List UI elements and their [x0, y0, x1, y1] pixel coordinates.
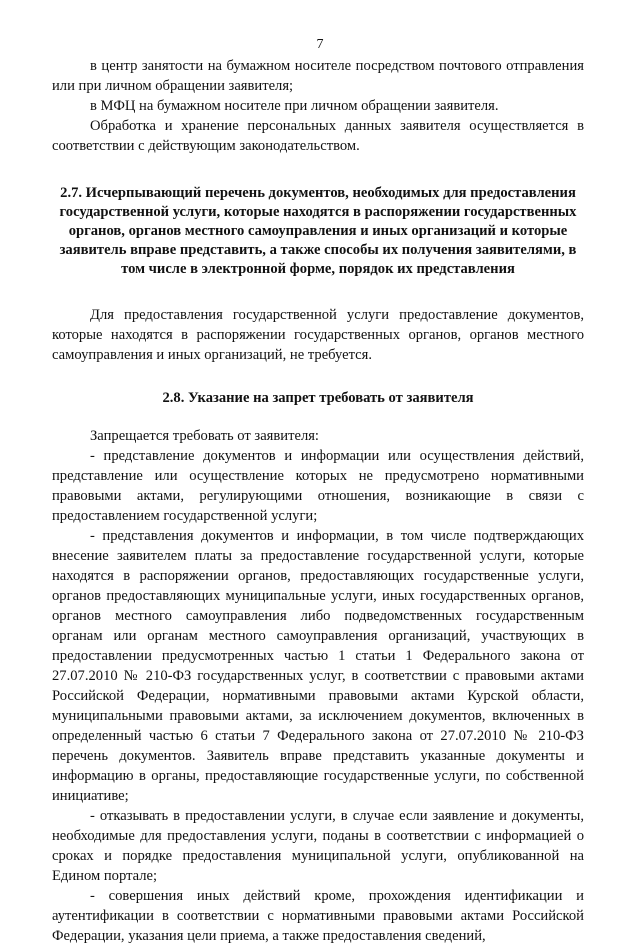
- document-body: [52, 56, 584, 946]
- section-2-8-heading: 2.8. Указание на запрет требовать от заявителя: [162, 390, 474, 406]
- prohibition-item: - представления документов и информации, в том числе подтверждающих внесение заявителем платы за предоставление государственной услуги, которые находятся в распоряжении органов, предоставляющих государственные услуги, органов предоставляющих муниципальные услуги, иных государственных органов, органов местного самоуправления либо подведомственных государственным органам или органам местного самоуправления организаций, участвующих в предоставлении предусмотренных частью 1 статьи 1 Федерального закона от 27.07.2010 № 210-ФЗ государственных услуг, в соответствии с правовыми актами Российской Федерации, нормативными правовыми актами Курской области, муниципальными правовыми актами, за исключением документов, включенных в определенный частью 6 статьи 7 Федерального закона от 27.07.2010 № 210-ФЗ перечень документов. Заявитель вправе представить указанные документы и информацию в органы, предоставляющие государственные услуги, по собственной инициативе;: [52, 528, 584, 804]
- section-2-8-lead: Запрещается требовать от заявителя:: [90, 428, 319, 444]
- intro-paragraph-3: Обработка и хранение персональных данных заявителя осуществляется в соответствии с действующим законодательством.: [52, 118, 584, 154]
- section-2-7-heading: 2.7. Исчерпывающий перечень документов, необходимых для предоставления государственной услуги, которые находятся в распоряжении государственных органов, органов местного самоуправления и иных организаций и которые заявитель вправе представить, а также способы их получения заявителями, в том числе в электронной форме, порядок их представления: [59, 185, 577, 277]
- prohibition-item: - совершения иных действий кроме, прохождения идентификации и аутентификации в соответствии с нормативными правовыми актами Российской Федерации, указания цели приема, а также предоставления сведений,: [52, 888, 584, 944]
- prohibition-item: - представление документов и информации или осуществления действий, представление или осуществление которых не предусмотрено нормативными правовыми актами, регулирующими отношения, возникающие в связи с предоставлением государственной услуги;: [52, 448, 584, 524]
- section-2-7-text: Для предоставления государственной услуги предоставление документов, которые находятся в распоряжении государственных органов, органов местного самоуправления и иных организаций, не требуется.: [52, 307, 584, 363]
- intro-paragraph-2: в МФЦ на бумажном носителе при личном обращении заявителя.: [90, 98, 499, 114]
- intro-paragraph-1: в центр занятости на бумажном носителе посредством почтового отправления или при личном обращении заявителя;: [52, 58, 584, 94]
- prohibition-item: - отказывать в предоставлении услуги, в случае если заявление и документы, необходимые для предоставления услуги, поданы в соответствии с информацией о сроках и порядке предоставления муниципальной услуги, опубликованной на Едином портале;: [52, 808, 584, 884]
- page-number: 7: [316, 37, 324, 52]
